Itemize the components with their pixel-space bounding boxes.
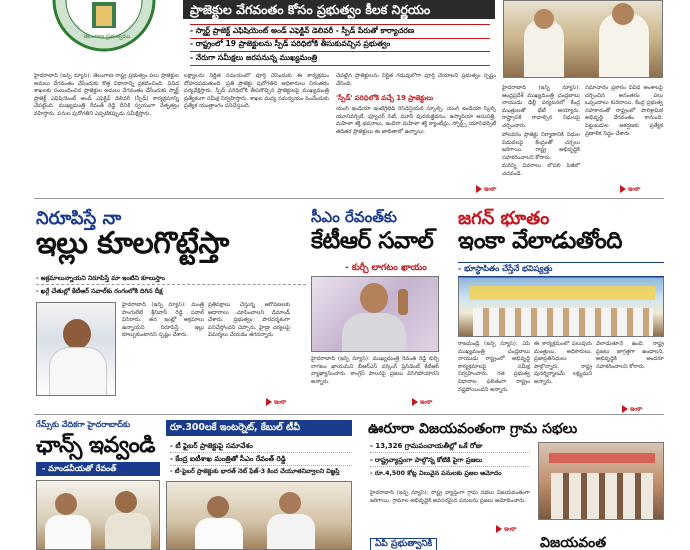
- more-button-jagan[interactable]: ఇంకా: [622, 405, 642, 414]
- top-story-headline[interactable]: ప్రాజెక్టుల వేగవంతం కోసం ప్రభుత్వం కీలక నిర్ణయం: [190, 2, 431, 17]
- right-top-col-b: సమాచారం ప్రకారం వివిధ అంశాలపై చర్చించిన అనంతరం పలు ఒప్పందాలు కుదిరాయి. కేంద్ర ప్రభుత్వ సహకారంతో రాష్ట్రంలో పారిశ్రామిక అభివృద్ధి వేగవంతం కానుంది. పెట్టుబడుల ఆకర్షణకు ప్రత్యేక ప్రణాళిక సిద్ధం చేశారు.: [585, 85, 663, 137]
- top-story-sub3: - నేరుగా సమీక్షలు జరపనున్న ముఖ్యమంత్రి: [190, 52, 490, 66]
- story-internet-kicker[interactable]: రూ.300లకే ఇంటర్నెట్, కేబుల్ టీవీ: [170, 422, 300, 433]
- story-ktr-headline[interactable]: కేటీఆర్ సవాల్: [311, 228, 434, 254]
- story-gram-b2: - రాష్ట్రవ్యాప్తంగా పాల్గొన్న కోటికి పైగా ప్రజలు: [370, 456, 530, 467]
- story-gram-b1: - 13,326 గ్రామపంచాయతీల్లో ఒకే రోజు: [370, 442, 530, 453]
- story-jagan-sub: - భూస్థాపితం చేస్తేనే భవిష్యత్తు: [458, 262, 664, 277]
- story-home-col2: ప్రతిపక్షాలు చేస్తున్న ఆరోపణలకు ఆధారాలు చూపించాలని డిమాండ్ చేశారు. ప్రభుత్వం పారదర్శకంగా పనిచేస్తోందని చెప్పారు. హైడ్రా చర్యలపై విమర్శలు చేయడం తగదన్నారు.: [208, 302, 290, 339]
- top-story-col2: లక్ష్యాలను నిర్ణీత సమయంలో పూర్తి చేసేందుకు ఈ కార్యక్రమం దోహదపడుతుంది. ప్రతి ప్రాజెక్టు పురోగతిని అధికారులు నిరంతరం పర్యవేక్షిస్తారు. స్పీడ్ పరిధిలోకి తీసుకొచ్చిన ప్రాజెక్టులపై ముఖ్యమంత్రి ప్రత్యేకంగా సమీక్ష నిర్వహిస్తారు. శాఖల మధ్య సమన్వయం పెంచేందుకు ప్రత్యేక యంత్రాంగం పనిచేస్తుంది.: [184, 73, 329, 110]
- story-chance-sub: - మాండవీయతో రేవంత్: [36, 462, 160, 476]
- story-gram-headline[interactable]: ఊరూరా విజయవంతంగా గ్రామ సభలు: [368, 421, 578, 437]
- story-home-sub1: - అక్రమాలున్నాయని నిరూపిస్తే మా ఇంటిని కూలుస్తాం: [36, 275, 306, 285]
- emblem-ring-text: తెలంగాణ ప్రభుత్వము: [83, 34, 131, 40]
- story-home-kicker: నిరూపిస్తే నా: [36, 208, 122, 229]
- more-button-right-top[interactable]: ఇంకా: [620, 185, 640, 194]
- more-button-gram[interactable]: ఇంకా: [496, 525, 516, 534]
- right-top-text2: పోలవరం ప్రాజెక్టు నిర్మాణానికి నిధుల విడుదలపై కేంద్రంతో చర్చలు జరిగాయి. రాష్ట్ర అభివృద్ధికి సహకరించాలని కోరారు.: [502, 132, 580, 161]
- story-internet-b2: - కేంద్ర ఐటీశాఖ మంత్రితో సీఎం రేవంత్ రెడ్డి: [170, 455, 352, 466]
- sports-minister-photo: [36, 480, 160, 550]
- more-button-ktr[interactable]: ఇంకా: [412, 398, 432, 407]
- it-minister-photo: [166, 481, 352, 550]
- right-top-text1: హైదరాబాద్ (ఇన్ఫ్ న్యూస్): ఆంధ్రప్రదేశ్ ముఖ్యమంత్రి చంద్రబాబు నాయుడు ఢిల్లీ పర్యటనలో కేంద్ర మంత్రులతో భేటీ అయ్యారు. రాష్ట్రానికి రావాల్సిన నిధులపై చర్చించారు.: [502, 85, 580, 129]
- bottom-right-kicker[interactable]: విజయవంత: [540, 535, 607, 550]
- cm-meeting-photo: [503, 0, 663, 78]
- story-home-col1: హైదరాబాద్ (ఇన్ఫ్ న్యూస్): మంత్రి పొంగులేటి శ్రీనివాస్ రెడ్డి సవాల్ విసిరారు. తన ఇంట్లో అక్రమాలు ఉన్నాయని నిరూపిస్తే ఇల్లు కూల్చుకుంటానని స్పష్టం చేశారు.: [122, 302, 204, 339]
- ktr-photo: [311, 276, 439, 352]
- story-chance-kicker: గేమ్స్‌కు వేదికగా హైదరాబాద్‌కు: [36, 420, 130, 429]
- story-jagan-headline[interactable]: ఇంకా వేలాడుతోంది: [458, 228, 622, 254]
- story-jagan-kicker: జగన్ భూతం: [458, 208, 550, 229]
- story-gram-b3: - రూ.4,500 కోట్ల విలువైన పనులకు ప్రజల ఆమోదం: [370, 470, 502, 477]
- state-emblem: [36, 0, 172, 58]
- bottom-left-kicker[interactable]: ఏపీ ప్రభుత్వానికి: [370, 538, 437, 550]
- story-jagan-text-b: ఈ కార్యక్రమంలో పలువురు మంత్రులు, అధికారులు, ప్రజాప్రతినిధులు పాల్గొన్నారు. రాష్ట్ర పునర్నిర్మాణమే లక్ష్యమని అన్నారు.: [534, 341, 592, 385]
- story-ktr-sub: - కుర్చీ లాగటం ఖాయం: [345, 263, 427, 273]
- top-story-col3-intro: చేపట్టిన ప్రాజెక్టులను నిర్ణీత గడువులోగా పూర్తి చేయాలని ప్రభుత్వం స్పష్టం చేసింది.: [336, 73, 496, 87]
- top-story-sub2: - రాష్ట్రంలో 19 ప్రాజెక్టులను స్పీడ్ పరిధిలోకి తీసుకువచ్చిన ప్రభుత్వం: [190, 38, 490, 52]
- gram-sabha-photo: [538, 442, 664, 520]
- right-top-text3: మరిన్ని వివరాలు లోపలి పేజీలో చదవండి.: [502, 163, 580, 177]
- story-internet-b3: - టీ-ఫైబర్ ప్రాజెక్టుకు భారత్ నెట్ ఫేజ్-3 కింద చేయూతనివ్వాలని విజ్ఞప్తి: [170, 468, 340, 475]
- divider-middle: [34, 414, 664, 415]
- top-story-col3-sub: 'స్పీడ్' పరిధిలోకి వచ్చే 19 ప్రాజెక్టులు: [336, 94, 434, 102]
- more-button-top-story[interactable]: ఇంకా: [476, 185, 496, 194]
- divider-top: [34, 198, 664, 199]
- story-jagan-text-a: రాజమండ్రి (ఇన్ఫ్ న్యూస్): ఏపీ ముఖ్యమంత్రి చంద్రబాబు నాయుడు రాష్ట్రంలో అభివృద్ధి కార్యక్రమాలపై సమీక్ష నిర్వహించారు. గత ప్రభుత్వ విధానాల ఫలితంగా రాష్ట్రం నష్టపోయిందని అన్నారు.: [458, 341, 530, 393]
- story-internet-b1: - టీ ఫైబర్ ప్రాజెక్టుపై సమావేశం: [170, 442, 352, 453]
- story-ktr-kicker: సీఎం రేవంత్‌కు: [311, 208, 397, 226]
- top-story-sub1: - స్మార్ట్ ప్రాజెక్ట్ ఎఫిషియెంట్ అండ్ ఎఫెక్టివ్ డెలివరీ - స్పీడ్ పేరుతో కార్యాచరణ: [190, 24, 490, 39]
- more-button-home[interactable]: ఇంకా: [266, 398, 286, 407]
- story-ktr-text: హైదరాబాద్ (ఇన్ఫ్ న్యూస్): ముఖ్యమంత్రి రేవంత్ రెడ్డి కుర్చీ లాగటం ఖాయమని బీఆర్ఎస్ వర్కింగ్ ప్రెసిడెంట్ కేటీఆర్ వ్యాఖ్యానించారు. కాంగ్రెస్ పాలనపై ప్రజలు విసిగిపోయారని అన్నారు.: [311, 356, 439, 385]
- stage-event-photo: [458, 277, 664, 337]
- story-home-headline[interactable]: ఇల్లు కూలగొట్టేస్తా: [36, 226, 229, 261]
- top-story-col1: హైదరాబాద్ (ఇన్ఫ్ న్యూస్): తెలంగాణ రాష్ట్ర ప్రభుత్వం పలు ప్రాజెక్టుల అమలు వేగవంతం చేసేందుకు కొత్త విధానాన్ని ప్రకటించింది. వివిధ శాఖలకు సంబంధించిన ప్రాజెక్టుల అమలు వేగవంతం చేసేందుకు స్మార్ట్ ప్రాజెక్ట్ ఎఫిషియెంట్ అండ్ ఎఫెక్టివ్ డెలివరీ (స్పీడ్) కార్యక్రమాన్ని చేపట్టింది. ముఖ్యమంత్రి రేవంత్ రెడ్డి దీనికి స్వయంగా నేతృత్వం వహిస్తారు. పనుల పురోగతిని ఎప్పటికప్పుడు సమీక్షిస్తారు.: [34, 73, 179, 117]
- story-gram-text: హైదరాబాద్ (ఇన్ఫ్ న్యూస్): రాష్ట్ర వ్యాప్తంగా గ్రామ సభలు విజయవంతంగా జరిగాయి. గ్రామాల అభివృద్ధికి అవసరమైన పనులను ప్రజలు ఆమోదించారు.: [370, 490, 530, 504]
- story-jagan-text-c: వేలాడుతూనే ఉంది. రాష్ట్ర ప్రజలు జాగ్రత్తగా ఉండాలని, అభివృద్ధికి అందరూ సహకరించాలని కోరారు.: [596, 341, 664, 370]
- top-story-col3: యంగ్ ఇండియా ఇంటిగ్రేటెడ్ రెసిడెన్షియల్ స్కూల్స్, యంగ్ ఇండియా స్కిల్స్ యూనివర్సిటీ, ఫ్యూచర్ సిటీ, మూసీ పునరుజ్జీవనం, ఉస్మానియా ఆసుపత్రి, మహిళా శక్తి భవనాలు, ఇందిరా మహిళా శక్తి క్యాంటీన్లు, స్పోర్ట్స్ యూనివర్సిటీ తదితర ప్రాజెక్టులు ఈ జాబితాలో ఉన్నాయి.: [336, 106, 496, 135]
- minister-photo: [36, 302, 116, 396]
- story-chance-headline[interactable]: ఛాన్స్ ఇవ్వండి: [36, 433, 156, 458]
- story-home-sub2: - ఖర్గే చేతుల్లో కేటీఆర్ సవాల్‌కు రంగంలోకి దిగిన దీక్ష: [36, 288, 163, 295]
